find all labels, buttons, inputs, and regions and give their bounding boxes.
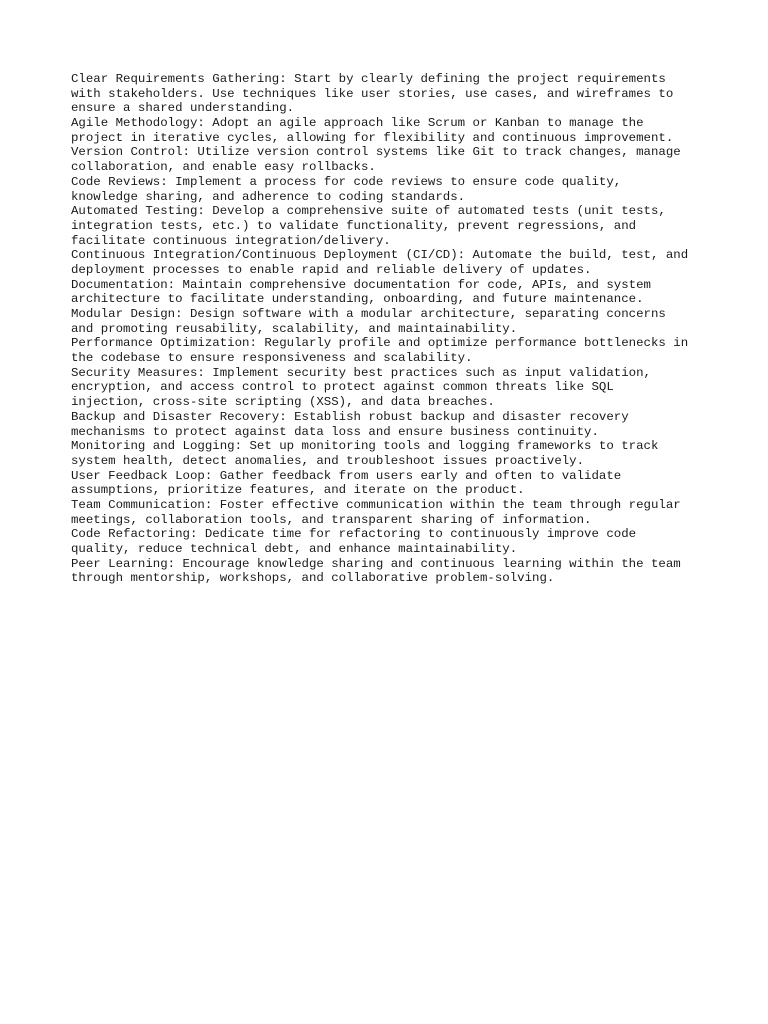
text-line: Automated Testing: Develop a comprehensive suite of automated tests (unit tests, [71, 204, 666, 219]
text-line: Team Communication: Foster effective communication within the team through regular [71, 497, 681, 512]
text-line: User Feedback Loop: Gather feedback from users early and often to validate [71, 468, 622, 483]
text-line: Security Measures: Implement security best practices such as input validation, [71, 365, 651, 380]
text-line: Backup and Disaster Recovery: Establish robust backup and disaster recovery [71, 409, 629, 424]
text-line: quality, reduce technical debt, and enhance maintainability. [71, 542, 518, 556]
text-line: knowledge sharing, and adherence to coding standards. [71, 189, 466, 204]
text-line: Code Reviews: Implement a process for code reviews to ensure code quality, [71, 174, 622, 189]
text-line: with stakeholders. Use techniques like user stories, use cases, and wireframes to [71, 86, 674, 101]
text-line: integration tests, etc.) to validate functionality, prevent regressions, and [71, 218, 637, 233]
document-body [71, 72, 711, 586]
text-line: Modular Design: Design software with a modular architecture, separating concerns [71, 307, 666, 321]
text-line: encryption, and access control to protect against common threats like SQL [71, 380, 614, 395]
text-line: Version Control: Utilize version control systems like Git to track changes, manage [71, 145, 681, 160]
text-line: Documentation: Maintain comprehensive documentation for code, APIs, and system [71, 277, 651, 292]
text-line: system health, detect anomalies, and troubleshoot issues proactively. [71, 453, 585, 468]
text-line: Continuous Integration/Continuous Deployment (CI/CD): Automate the build, test, and [71, 248, 689, 263]
text-line: Monitoring and Logging: Set up monitoring tools and logging frameworks to track [71, 439, 659, 454]
text-line: mechanisms to protect against data loss and ensure business continuity. [71, 424, 599, 439]
text-line: collaboration, and enable easy rollbacks. [71, 160, 376, 175]
text-line: facilitate continuous integration/delivery. [71, 233, 391, 248]
text-line: Performance Optimization: Regularly profile and optimize performance bottlenecks in [71, 336, 689, 351]
text-line: and promoting reusability, scalability, and maintainability. [71, 321, 518, 336]
text-line: assumptions, prioritize features, and iterate on the product. [71, 483, 525, 498]
text-line: Peer Learning: Encourage knowledge sharing and continuous learning within the team [71, 556, 681, 571]
text-line: project in iterative cycles, allowing for flexibility and continuous improvement. [71, 130, 674, 145]
text-line: Code Refactoring: Dedicate time for refactoring to continuously improve code [71, 527, 637, 542]
text-line: the codebase to ensure responsiveness and scalability. [71, 351, 473, 366]
text-line: ensure a shared understanding. [71, 101, 295, 116]
text-line: Agile Methodology: Adopt an agile approach like Scrum or Kanban to manage the [71, 116, 644, 131]
text-line: injection, cross-site scripting (XSS), and data breaches. [71, 395, 495, 410]
text-line: meetings, collaboration tools, and transparent sharing of information. [71, 512, 592, 527]
text-line: Clear Requirements Gathering: Start by clearly defining the project requirements [71, 72, 666, 86]
text-line: deployment processes to enable rapid and reliable delivery of updates. [71, 262, 592, 277]
text-line: architecture to facilitate understanding, onboarding, and future maintenance. [71, 292, 644, 307]
text-line: through mentorship, workshops, and collaborative problem-solving. [71, 571, 555, 586]
